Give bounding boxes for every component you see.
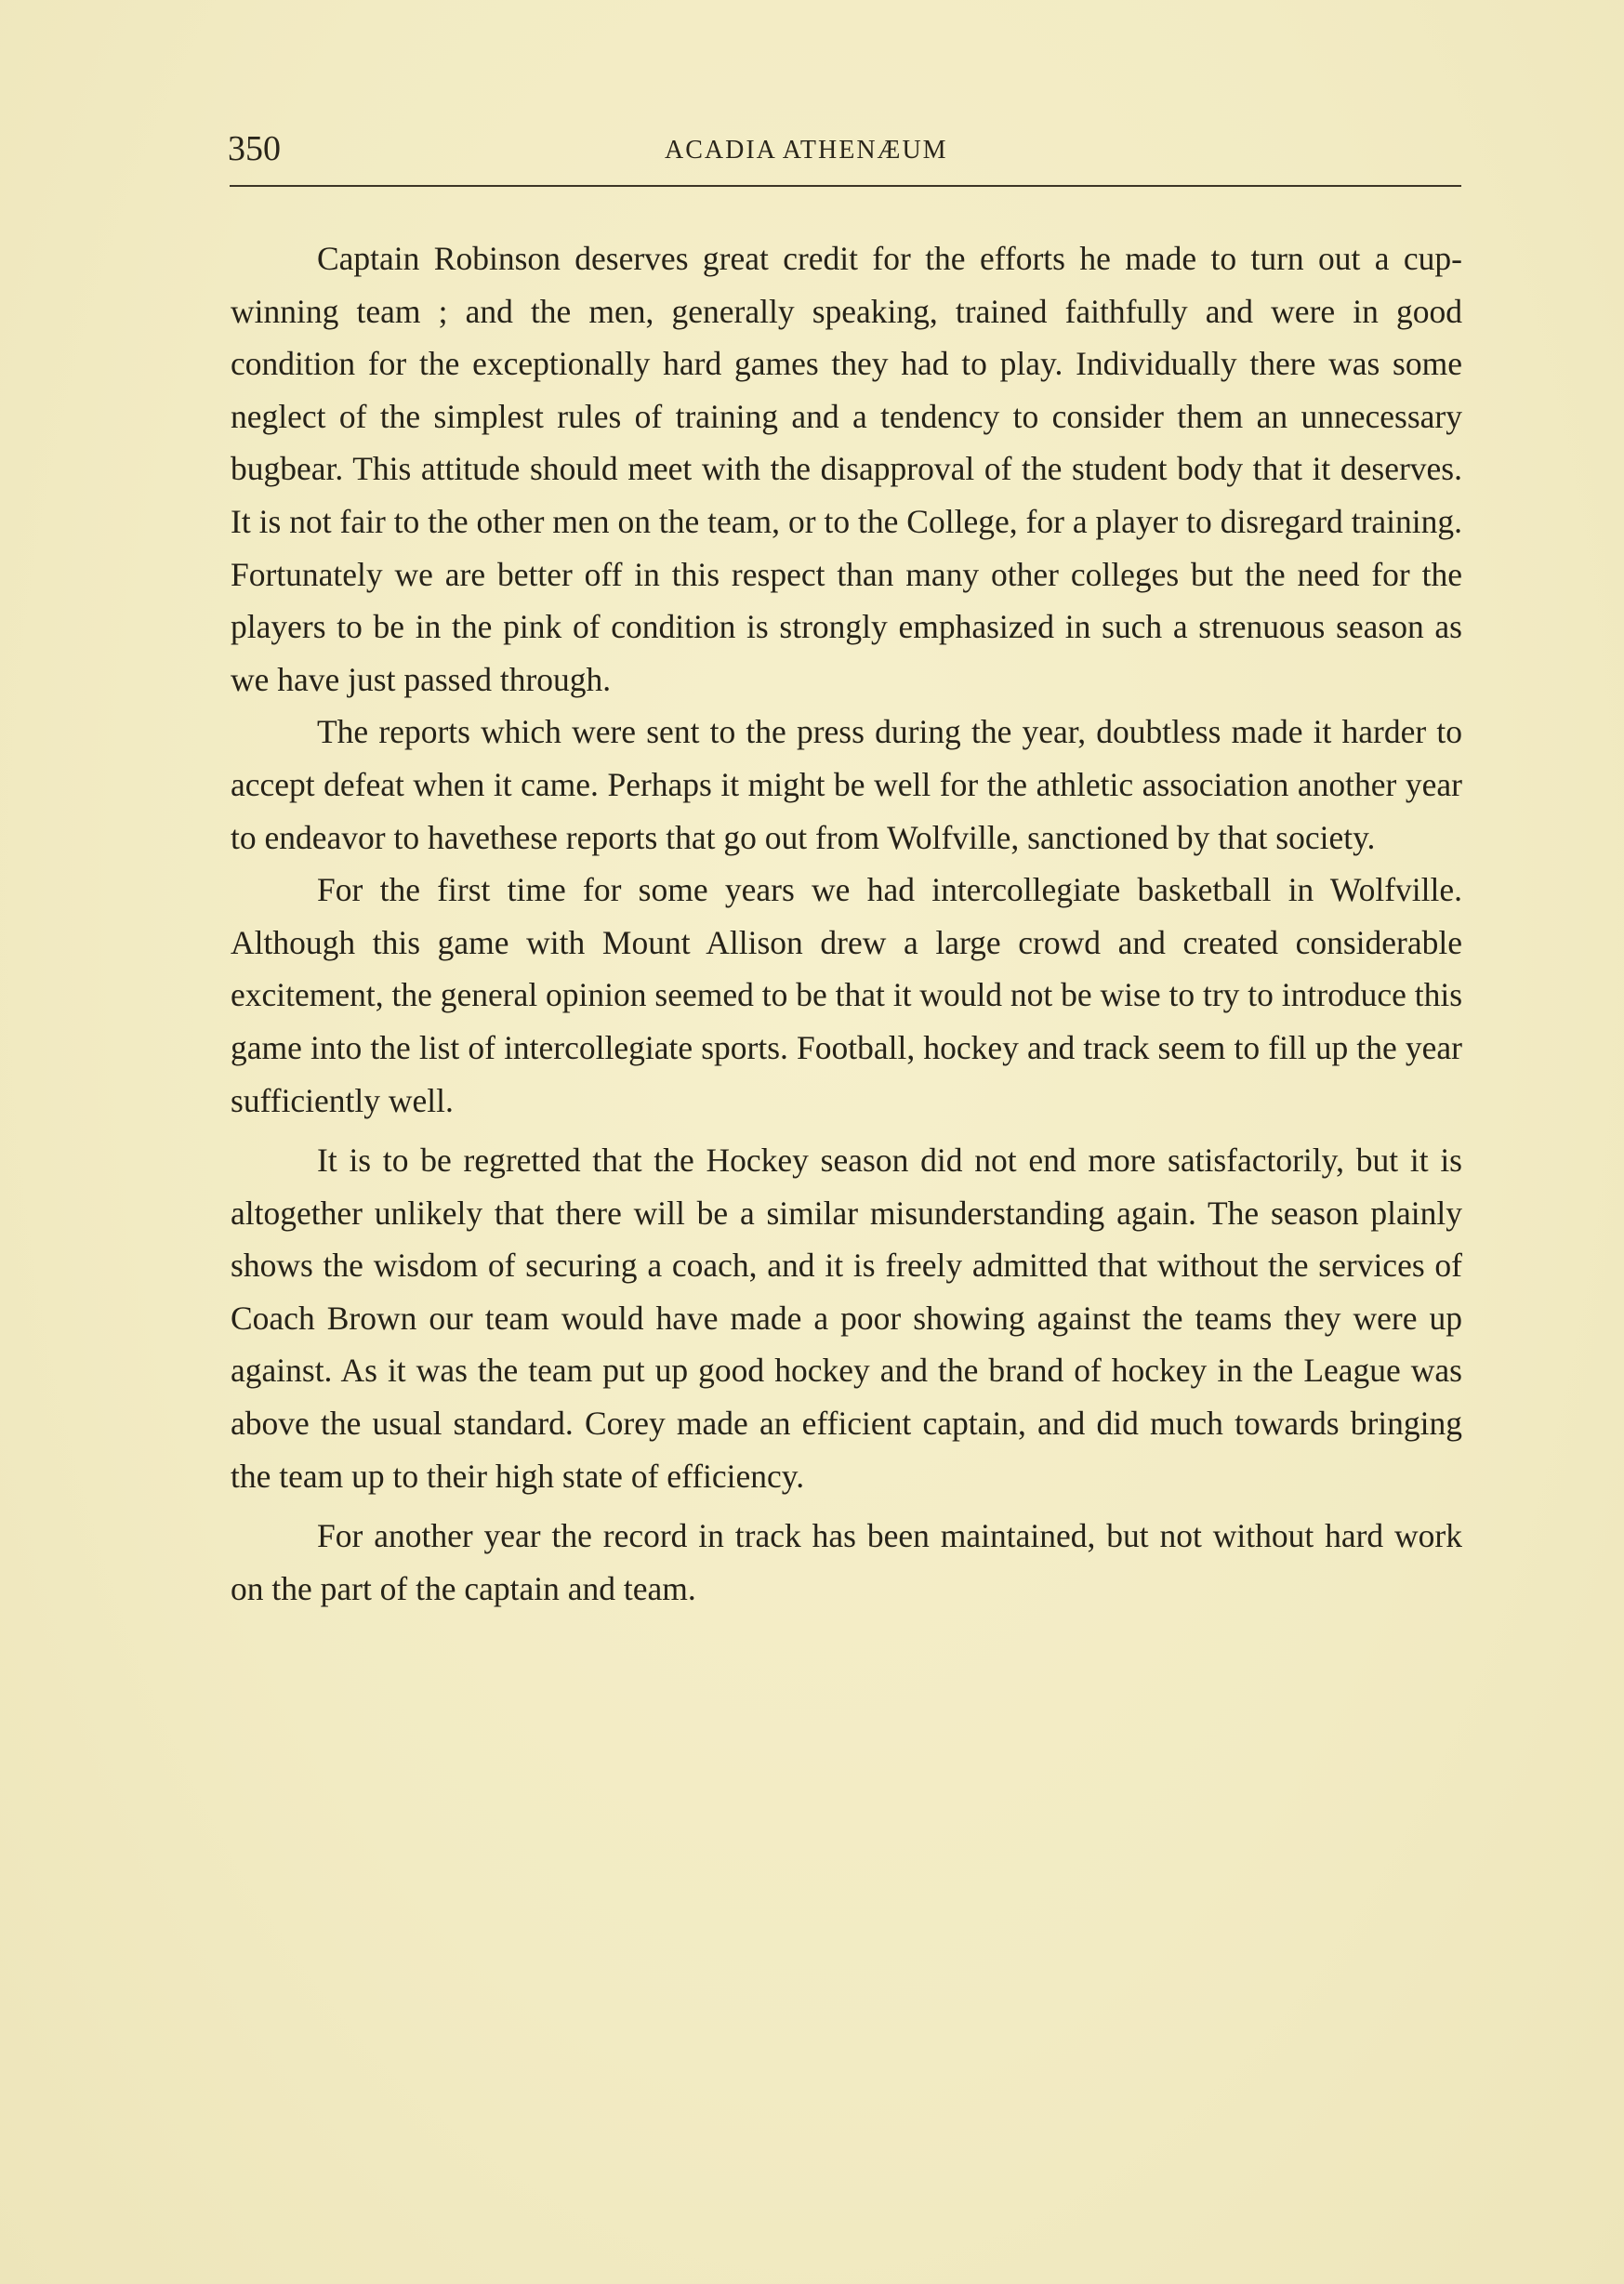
paragraph-track: For another year the record in track has been maintained, but not without hard work on the part of the captain and team.: [231, 1517, 1462, 1607]
page-number: 350: [228, 129, 281, 168]
running-title: ACADIA ATHENÆUM: [665, 136, 948, 165]
paragraph-basketball: For the first time for some years we had intercollegiate basketball in Wolfville. Although this game with Mount Allison drew a large crowd and created considerable excitement, the general opinion seemed to be that it would not be wise to try to introduce this game into the list of intercollegiate sports. Football, hockey and track seem to fill up the year sufficiently well.: [231, 871, 1463, 1119]
paragraph-training: Captain Robinson deserves great credit for the efforts he made to turn out a cup-winning team ; and the men, generally speaking, trained faithfully and were in good condition for the exceptionally hard games they had to play. Individually there was some neglect of the simplest rules of training and a tendency to consider them an unnecessary bugbear. This attitude should meet with the disapproval of the student body that it deserves. It is not fair to the other men on the team, or to the College, for a player to disregard training. Fortunately we are better off in this respect than many other colleges but the need for the players to be in the pink of condition is strongly emphasized in such a strenuous season as we have just passed through.: [231, 240, 1462, 698]
paragraph-press-reports: The reports which were sent to the press during the year, doubtless made it harder to accept defeat when it came. Perhaps it might be well for the athletic association another year to endeavor to havethese reports that go out from Wolfville, sanctioned by that society.: [231, 713, 1462, 856]
body-text: [231, 232, 1462, 1615]
header-rule: [230, 185, 1461, 187]
page-header: [228, 123, 1459, 186]
paragraph-hockey: It is to be regretted that the Hockey season did not end more satisfactorily, but it is altogether unlikely that there will be a similar misunderstanding again. The season plainly shows the wisdom of securing a coach, and it is freely admitted that without the services of Coach Brown our team would have made a poor showing against the teams they were up against. As it was the team put up good hockey and the brand of hockey in the League was above the usual standard. Corey made an efficient captain, and did much towards bringing the team up to their high state of efficiency.: [231, 1142, 1462, 1495]
